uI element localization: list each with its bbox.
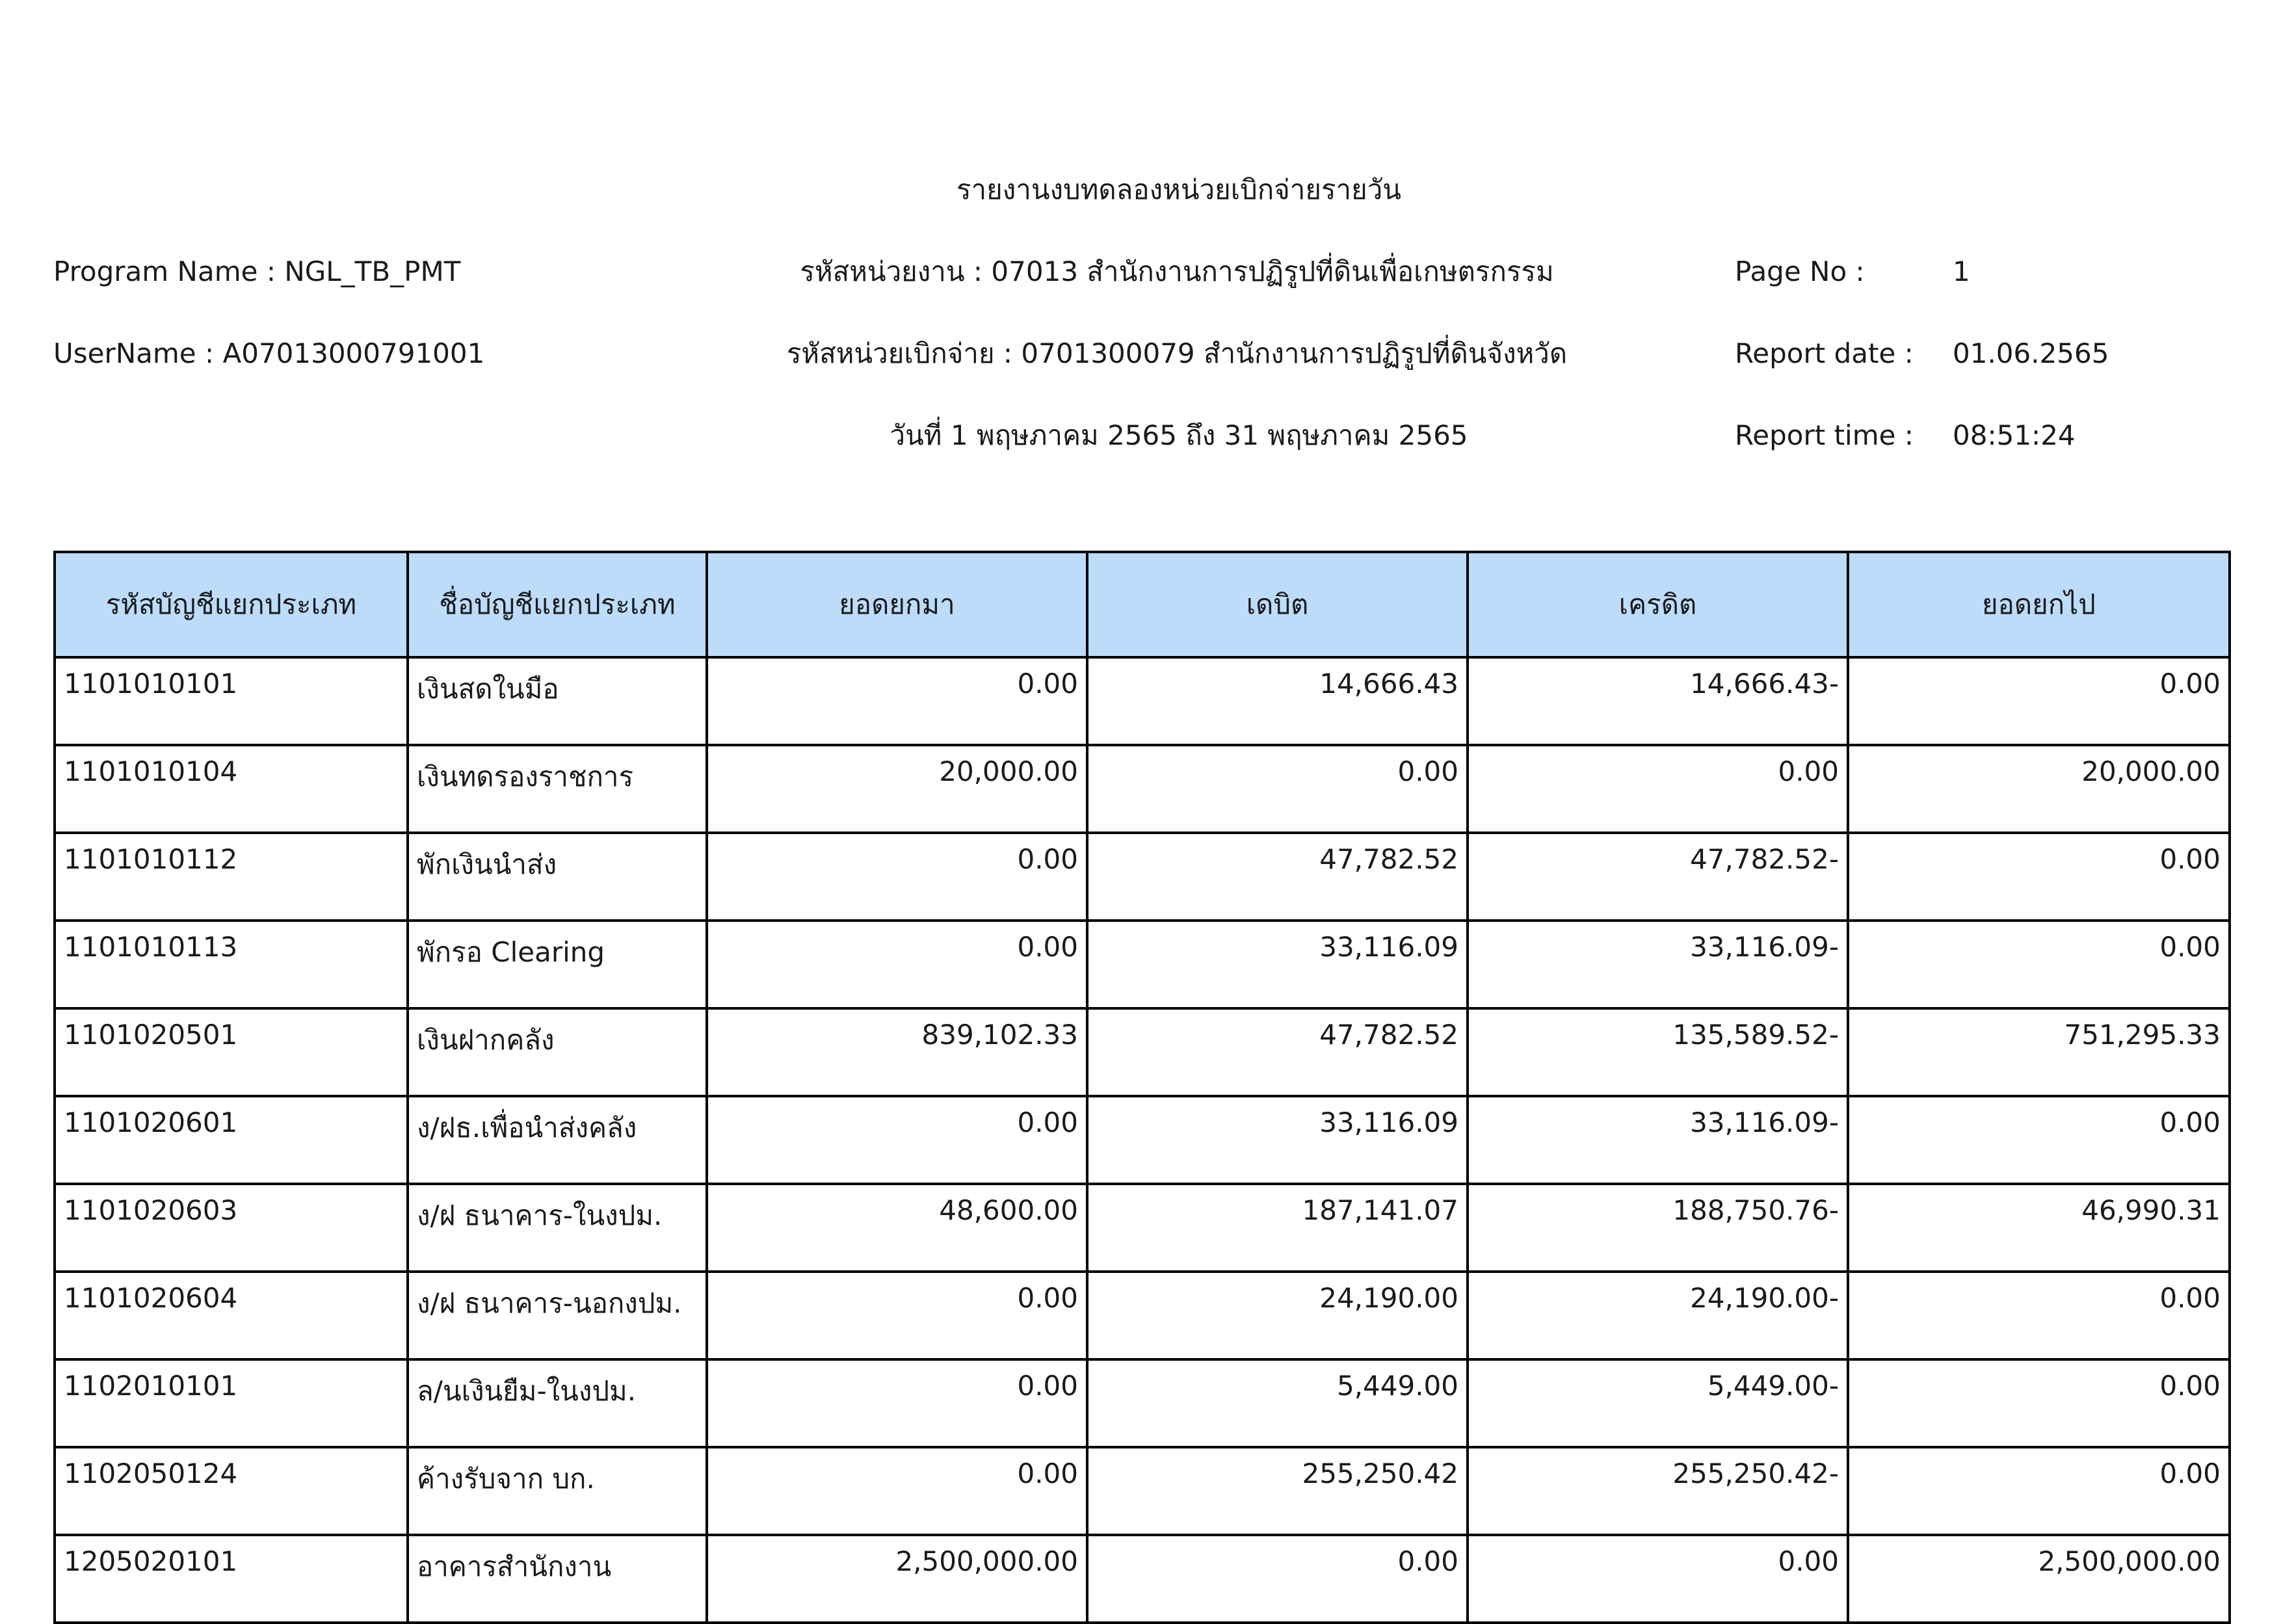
account-code-cell: 1101020603 [55,1184,408,1272]
column-header-credit: เครดิต [1468,552,1848,657]
account-name-cell: ง/ฝ ธนาคาร-นอกงปม. [408,1272,707,1359]
credit-cell: 24,190.00- [1468,1272,1848,1359]
opening-balance-cell: 0.00 [707,1447,1087,1535]
credit-cell: 14,666.43- [1468,657,1848,745]
report-date-label: Report date : [1735,337,1914,369]
account-code-cell: 1102050124 [55,1447,408,1535]
debit-cell: 187,141.07 [1087,1184,1468,1272]
table-header-row [55,552,2230,657]
closing-balance-cell: 20,000.00 [1848,745,2230,833]
account-code-cell: 1205020101 [55,1535,408,1623]
table-row [55,657,2230,745]
account-name-cell: เงินสดในมือ [408,657,707,745]
opening-balance-cell: 48,600.00 [707,1184,1087,1272]
column-header-closing-balance: ยอดยกไป [1848,552,2230,657]
table-row [55,745,2230,833]
table-row [55,1535,2230,1623]
agency-line: รหัสหน่วยงาน : 07013 สำนักงานการปฏิรูปที่ดินเพื่อเกษตรกรรม [800,255,1554,287]
closing-balance-cell: 0.00 [1848,1272,2230,1359]
account-name-cell: เงินทดรองราชการ [408,745,707,833]
column-header-account-name: ชื่อบัญชีแยกประเภท [408,552,707,657]
table-row [55,1008,2230,1096]
opening-balance-cell: 2,500,000.00 [707,1535,1087,1623]
program-name: Program Name : NGL_TB_PMT [53,255,461,287]
opening-balance-cell: 0.00 [707,1272,1087,1359]
trial-balance-table [53,551,2231,1624]
credit-cell: 33,116.09- [1468,921,1848,1008]
table-row [55,1184,2230,1272]
report-time-label: Report time : [1735,419,1914,451]
report-date-value: 01.06.2565 [1953,337,2109,369]
closing-balance-cell: 0.00 [1848,921,2230,1008]
column-header-opening-balance: ยอดยกมา [707,552,1087,657]
debit-cell: 14,666.43 [1087,657,1468,745]
account-name-cell: ง/ฝธ.เพื่อนำส่งคลัง [408,1096,707,1184]
report-title: รายงานงบทดลองหน่วยเบิกจ่ายรายวัน [956,174,1402,205]
period-line: วันที่ 1 พฤษภาคม 2565 ถึง 31 พฤษภาคม 2565 [890,419,1468,451]
opening-balance-cell: 0.00 [707,657,1087,745]
account-name-cell: ง/ฝ ธนาคาร-ในงปม. [408,1184,707,1272]
opening-balance-cell: 20,000.00 [707,745,1087,833]
debit-cell: 24,190.00 [1087,1272,1468,1359]
credit-cell: 5,449.00- [1468,1359,1848,1447]
account-code-cell: 1101020501 [55,1008,408,1096]
account-name-cell: ล/นเงินยืม-ในงปม. [408,1359,707,1447]
column-header-debit: เดบิต [1087,552,1468,657]
credit-cell: 0.00 [1468,745,1848,833]
debit-cell: 33,116.09 [1087,921,1468,1008]
table-row [55,833,2230,921]
closing-balance-cell: 0.00 [1848,657,2230,745]
credit-cell: 255,250.42- [1468,1447,1848,1535]
account-code-cell: 1101010101 [55,657,408,745]
account-name-cell: พักเงินนำส่ง [408,833,707,921]
table-row [55,1272,2230,1359]
account-name-cell: ค้างรับจาก บก. [408,1447,707,1535]
column-header-account-code: รหัสบัญชีแยกประเภท [55,552,408,657]
disbursing-unit-line: รหัสหน่วยเบิกจ่าย : 0701300079 สำนักงานการปฏิรูปที่ดินจังหวัด [786,337,1568,369]
debit-cell: 33,116.09 [1087,1096,1468,1184]
table-row [55,921,2230,1008]
debit-cell: 255,250.42 [1087,1447,1468,1535]
user-name: UserName : A07013000791001 [53,337,485,369]
account-name-cell: พักรอ Clearing [408,921,707,1008]
report-time-value: 08:51:24 [1953,419,2076,451]
credit-cell: 47,782.52- [1468,833,1848,921]
debit-cell: 0.00 [1087,1535,1468,1623]
opening-balance-cell: 839,102.33 [707,1008,1087,1096]
debit-cell: 5,449.00 [1087,1359,1468,1447]
closing-balance-cell: 0.00 [1848,1359,2230,1447]
credit-cell: 33,116.09- [1468,1096,1848,1184]
account-code-cell: 1102010101 [55,1359,408,1447]
page-no-label: Page No : [1735,255,1865,287]
account-code-cell: 1101020601 [55,1096,408,1184]
opening-balance-cell: 0.00 [707,833,1087,921]
opening-balance-cell: 0.00 [707,1359,1087,1447]
closing-balance-cell: 0.00 [1848,1447,2230,1535]
closing-balance-cell: 46,990.31 [1848,1184,2230,1272]
closing-balance-cell: 751,295.33 [1848,1008,2230,1096]
page-no-value: 1 [1953,255,1970,287]
account-code-cell: 1101010112 [55,833,408,921]
table-row [55,1359,2230,1447]
opening-balance-cell: 0.00 [707,921,1087,1008]
credit-cell: 188,750.76- [1468,1184,1848,1272]
account-name-cell: อาคารสำนักงาน [408,1535,707,1623]
debit-cell: 47,782.52 [1087,833,1468,921]
credit-cell: 135,589.52- [1468,1008,1848,1096]
closing-balance-cell: 2,500,000.00 [1848,1535,2230,1623]
table-row [55,1096,2230,1184]
table-row [55,1447,2230,1535]
account-code-cell: 1101020604 [55,1272,408,1359]
account-code-cell: 1101010113 [55,921,408,1008]
credit-cell: 0.00 [1468,1535,1848,1623]
account-code-cell: 1101010104 [55,745,408,833]
account-name-cell: เงินฝากคลัง [408,1008,707,1096]
opening-balance-cell: 0.00 [707,1096,1087,1184]
debit-cell: 0.00 [1087,745,1468,833]
closing-balance-cell: 0.00 [1848,833,2230,921]
closing-balance-cell: 0.00 [1848,1096,2230,1184]
debit-cell: 47,782.52 [1087,1008,1468,1096]
